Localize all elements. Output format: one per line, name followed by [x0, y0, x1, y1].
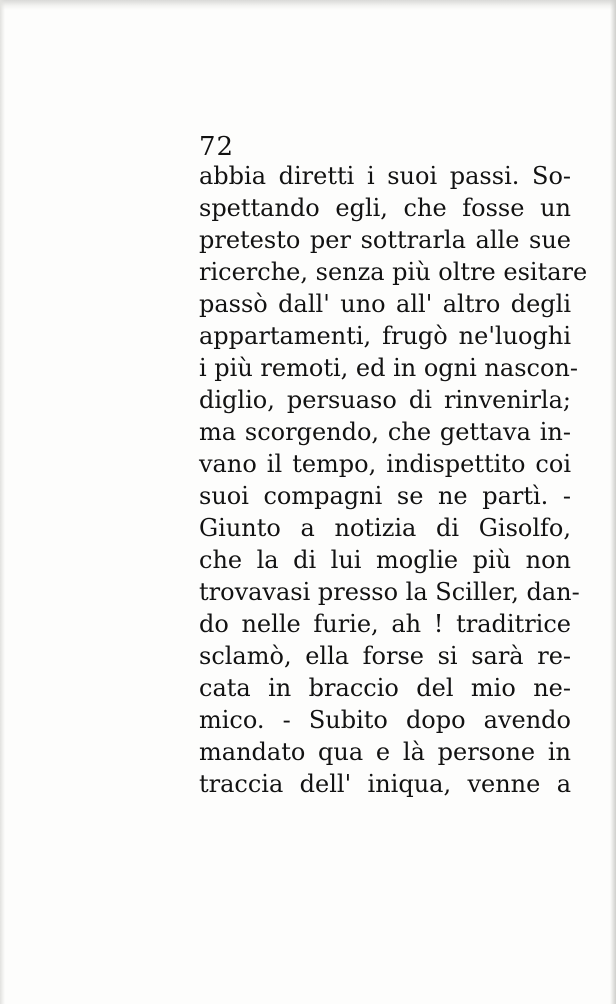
text-line: diglio, persuaso di rinvenirla;	[199, 386, 571, 414]
text-line: suoi compagni se ne partì. -	[199, 482, 571, 510]
scan-edge-top	[0, 0, 616, 10]
scan-edge-left	[0, 0, 5, 1004]
text-line: abbia diretti i suoi passi. So-	[199, 162, 571, 190]
scan-edge-right	[610, 0, 616, 1004]
text-line: do nelle furie, ah ! traditrice	[199, 610, 571, 638]
text-line: passò dall' uno all' altro degli	[199, 290, 571, 318]
text-line: spettando egli, che fosse un	[199, 194, 571, 222]
text-line: sclamò, ella forse si sarà re-	[199, 642, 571, 670]
text-line: i più remoti, ed in ogni nascon-	[199, 354, 578, 382]
text-line: pretesto per sottrarla alle sue	[199, 226, 571, 254]
text-line: ma scorgendo, che gettava in-	[199, 418, 571, 446]
text-line: trovavasi presso la Sciller, dan-	[199, 578, 580, 606]
text-line: vano il tempo, indispettito coi	[199, 450, 571, 478]
text-line: ricerche, senza più oltre esitare	[199, 258, 588, 286]
text-line: mico. - Subito dopo avendo	[199, 706, 571, 734]
text-line: appartamenti, frugò ne'luoghi	[199, 322, 571, 350]
page-number: 72	[199, 132, 235, 162]
text-line: che la di lui moglie più non	[199, 546, 571, 574]
text-line: cata in braccio del mio ne-	[199, 674, 571, 702]
text-line: Giunto a notizia di Gisolfo,	[199, 514, 571, 542]
text-line: mandato qua e là persone in	[199, 738, 571, 766]
body-text	[199, 160, 588, 800]
text-line: traccia dell' iniqua, venne a	[199, 770, 571, 798]
